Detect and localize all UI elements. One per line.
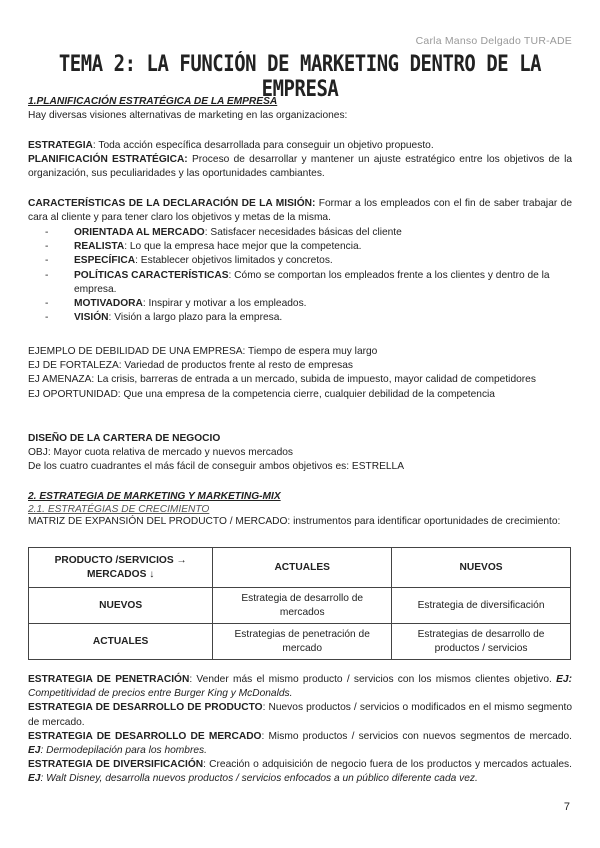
- table-cell: Estrategias de desarrollo de productos / servicios: [392, 624, 571, 660]
- cartera-line: De los cuatro cuadrantes el más fácil de conseguir ambos objetivos es: ESTRELLA: [28, 461, 404, 473]
- table-cell: ACTUALES: [29, 624, 213, 660]
- mision-paragraph: [28, 197, 572, 225]
- section-1: [28, 95, 572, 123]
- expansion-matrix-table: [28, 547, 571, 660]
- swot-examples: [28, 345, 572, 402]
- table-row: [29, 624, 571, 660]
- estrategia-desarrollo-producto: ESTRATEGIA DE DESARROLLO DE PRODUCTO: Nuevos productos / servicios o modificados en el mismo segmento de mercado.: [28, 702, 572, 728]
- table-cell: NUEVOS: [29, 588, 213, 624]
- section-2-heading: 2. ESTRATEGIA DE MARKETING Y MARKETING-MIX: [28, 491, 281, 502]
- table-header-cell: ACTUALES: [213, 548, 392, 588]
- estrategia-def: : Toda acción específica desarrollada para conseguir un objetivo propuesto.: [92, 140, 434, 151]
- ejemplo-debilidad: EJEMPLO DE DEBILIDAD DE UNA EMPRESA: Tiempo de espera muy largo: [28, 346, 378, 357]
- list-item: - ESPECÍFICA: Establecer objetivos limitados y concretos.: [74, 254, 572, 268]
- list-item: - MOTIVADORA: Inspirar y motivar a los empleados.: [74, 297, 572, 311]
- estrategia-paragraph: [28, 139, 572, 153]
- mision-def: Formar a los empleados con el fin de saber trabajar de cara al cliente y para tener claro los objetivos y metas de la misma.: [28, 198, 572, 224]
- list-item: - ORIENTADA AL MERCADO: Satisfacer necesidades básicas del cliente: [74, 226, 572, 240]
- ejemplo-oportunidad: EJ OPORTUNIDAD: Que una empresa de la competencia cierre, cualquier debilidad de la competencia: [28, 388, 495, 400]
- section-1-heading: 1.PLANIFICACIÓN ESTRATÉGICA DE LA EMPRESA: [28, 96, 278, 107]
- section-2: [28, 490, 572, 529]
- table-cell: Estrategias de penetración de mercado: [213, 624, 392, 660]
- page-title: TEMA 2: LA FUNCIÓN DE MARKETING DENTRO DE LA EMPRESA: [58, 52, 542, 102]
- estrategia-penetracion: ESTRATEGIA DE PENETRACIÓN: Vender más el mismo producto / servicios con los mismos clientes objetivo. EJ: Competitividad de precios entre Burger King y McDonalds.: [28, 674, 572, 700]
- table-cell: Estrategia de diversificación: [392, 588, 571, 624]
- table-cell: Estrategia de desarrollo de mercados: [213, 588, 392, 624]
- table-row: [29, 588, 571, 624]
- planificacion-term: PLANIFICACIÓN ESTRATÉGICA:: [28, 154, 188, 165]
- ejemplo-fortaleza: EJ DE FORTALEZA: Variedad de productos frente al resto de empresas: [28, 360, 354, 372]
- cartera-section: [28, 432, 572, 475]
- mision-list: [28, 226, 572, 325]
- estrategia-desarrollo-mercado: ESTRATEGIA DE DESARROLLO DE MERCADO: Mismo productos / servicios con nuevos segmentos de mercado. EJ: Dermodepilación para los hombres.: [28, 730, 573, 757]
- ejemplo-amenaza: EJ AMENAZA: La crisis, barreras de entrada a un mercado, subida de impuesto, mayor calidad de competidores: [28, 374, 536, 386]
- estrategia-term: ESTRATEGIA: [28, 140, 93, 151]
- list-item: - VISIÓN: Visión a largo plazo para la empresa.: [74, 311, 572, 325]
- estrategias-list: [28, 673, 572, 787]
- table-header-cell: NUEVOS: [392, 548, 571, 588]
- author-name: Carla Manso Delgado TUR-ADE: [415, 35, 572, 47]
- estrategia-diversificacion: ESTRATEGIA DE DIVERSIFICACIÓN: Creación o adquisición de negocio fuera de los productos y mercados actuales. EJ: Walt Disney, desarrolla nuevos productos / servicios enfocados a un público diferente cada vez.: [28, 759, 572, 785]
- matriz-text: MATRIZ DE EXPANSIÓN DEL PRODUCTO / MERCADO: instrumentos para identificar oportunidades de crecimiento:: [28, 516, 561, 528]
- planificacion-paragraph: [28, 153, 572, 181]
- page-number: 7: [563, 801, 570, 813]
- cartera-line: OBJ: Mayor cuota relativa de mercado y nuevos mercados: [28, 447, 293, 459]
- list-item: - REALISTA: Lo que la empresa hace mejor que la competencia.: [74, 240, 572, 254]
- table-header-cell: PRODUCTO /SERVICIOS → MERCADOS ↓: [29, 548, 213, 588]
- cartera-heading: DISEÑO DE LA CARTERA DE NEGOCIO: [28, 433, 221, 444]
- table-row: [29, 548, 571, 588]
- intro-text: Hay diversas visiones alternativas de marketing en las organizaciones:: [28, 110, 348, 122]
- section-2-1-heading: 2.1. ESTRATÉGIAS DE CRECIMIENTO: [28, 504, 210, 516]
- planificacion-def: Proceso de desarrollar y mantener un ajuste estratégico entre los objetivos de la organización, sus peculiaridades y las oportunidades cambiantes.: [28, 154, 572, 180]
- list-item: - POLÍTICAS CARACTERÍSTICAS: Cómo se comportan los empleados frente a los clientes y dentro de la empresa.: [74, 269, 572, 297]
- mision-term: CARACTERÍSTICAS DE LA DECLARACIÓN DE LA MISIÓN:: [28, 198, 316, 209]
